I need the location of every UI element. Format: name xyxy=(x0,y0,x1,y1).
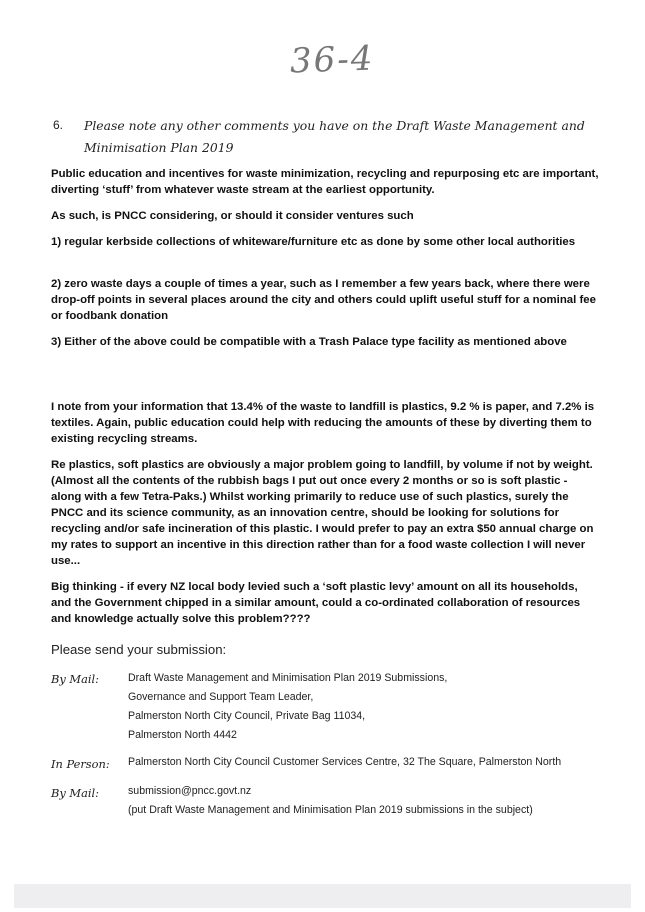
email-subject-note: (put Draft Waste Management and Minimisation Plan 2019 submissions in the subject) xyxy=(128,804,533,816)
paragraph-soft-plastics: Re plastics, soft plastics are obviously a major problem going to landfill, by volume if not by weight. (Almost all the contents of the rubbish bags I put out once every 2 months or so is soft plastic - along with a few Tetra-Paks.) Whilst working primarily to reduce use of such plastics, surely the PNCC and its science community, as an innovation centre, should be looking for solutions for recycling and/or safe incineration of this plastic. I would prefer to pay an extra $50 annual charge on my rates to support an incentive in this direction rather than for a food waste collection I will never use... xyxy=(51,459,594,567)
paragraph-item-3: 3) Either of the above could be compatible with a Trash Palace type facility as mentioned above xyxy=(51,336,567,348)
paragraph-item-1: 1) regular kerbside collections of whiteware/furniture etc as done by some other local authorities xyxy=(51,236,576,248)
submission-heading: Please send your submission: xyxy=(51,642,227,657)
mail-address-line-1: Draft Waste Management and Minimisation Plan 2019 Submissions, xyxy=(128,672,448,684)
email-address: submission@pncc.govt.nz xyxy=(128,785,252,797)
paragraph-waste-statistics: I note from your information that 13.4% of the waste to landfill is plastics, 9.2 % is paper, and 7.2% is textiles. Again, public education could help with reducing the amounts of these by diverting them to existing recycling streams. xyxy=(51,401,595,445)
mail-address-line-4: Palmerston North 4442 xyxy=(128,729,237,741)
email-label: By Mail: xyxy=(51,786,100,800)
paragraph-as-such: As such, is PNCC considering, or should it consider ventures such xyxy=(51,210,414,222)
mail-address-line-2: Governance and Support Team Leader, xyxy=(128,691,314,703)
paragraph-item-2: 2) zero waste days a couple of times a year, such as I remember a few years back, where there were drop-off points in several places around the city and others could uplift useful stuff for a nominal fee or foodbank donation xyxy=(51,278,596,322)
paragraph-big-thinking: Big thinking - if every NZ local body levied such a ‘soft plastic levy’ amount on all its households, and the Government chipped in a similar amount, could a co-ordinated collaboration of resources and knowledge actually solve this problem???? xyxy=(51,581,581,625)
scan-footer-band xyxy=(14,884,631,908)
in-person-address: Palmerston North City Council Customer Services Centre, 32 The Square, Palmerston North xyxy=(128,756,562,768)
question-number: 6. xyxy=(53,118,64,132)
question-text: Please note any other comments you have on the Draft Waste Management and Minimisation Plan 2019 xyxy=(84,118,585,155)
paragraph-public-education: Public education and incentives for waste minimization, recycling and repurposing etc are important, diverting ‘stuff’ from whatever waste stream at the earliest opportunity. xyxy=(51,168,599,196)
by-mail-label: By Mail: xyxy=(51,672,100,686)
mail-address-line-3: Palmerston North City Council, Private Bag 11034, xyxy=(128,710,366,722)
in-person-label: In Person: xyxy=(51,757,110,771)
handwritten-reference-number: 36-4 xyxy=(289,38,376,82)
